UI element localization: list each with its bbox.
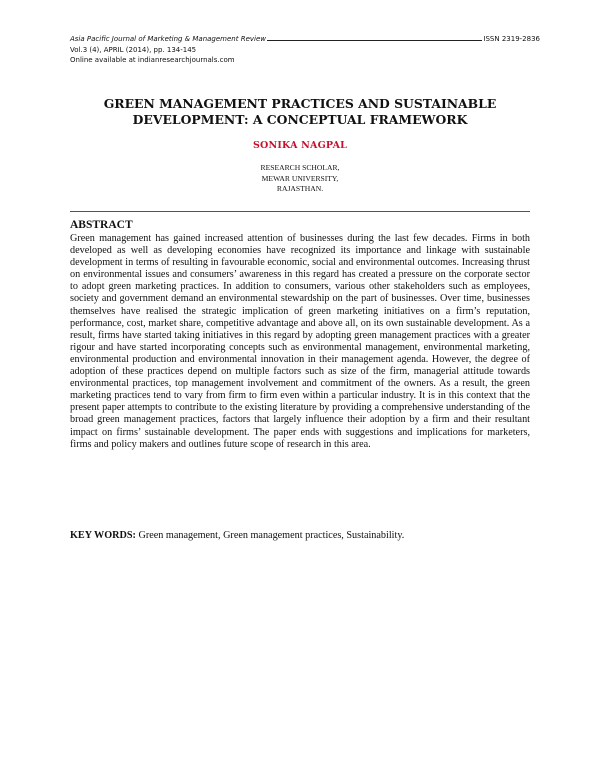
journal-header — [70, 34, 540, 66]
paper-title-line-2: DEVELOPMENT: A CONCEPTUAL FRAMEWORK — [132, 112, 468, 127]
keywords — [70, 530, 530, 542]
issn: ISSN 2319-2836 — [483, 35, 540, 43]
keywords-text: Green management, Green management practices, Sustainability. — [138, 530, 405, 541]
author-affiliation — [70, 163, 530, 195]
journal-header-line — [70, 34, 540, 45]
journal-name: Asia Pacific Journal of Marketing & Management Review — [70, 35, 266, 43]
paper-title-line-1: GREEN MANAGEMENT PRACTICES AND SUSTAINABLE — [103, 96, 497, 111]
online-availability: Online available at indianresearchjournals.com — [70, 56, 235, 64]
volume-info: Vol.3 (4), APRIL (2014), pp. 134-145 — [70, 45, 197, 54]
paper-title — [70, 96, 530, 128]
header-rule — [267, 34, 482, 41]
affiliation-line-1: RESEARCH SCHOLAR, — [260, 163, 340, 172]
affiliation-line-2: MEWAR UNIVERSITY, — [261, 173, 339, 183]
abstract-heading: ABSTRACT — [70, 219, 133, 231]
affiliation-line-3: RAJASTHAN. — [276, 184, 324, 193]
author-name: SONIKA NAGPAL — [252, 140, 348, 151]
section-divider — [70, 211, 530, 212]
keywords-label: KEY WORDS: — [70, 530, 136, 541]
abstract-text: Green management has gained increased attention of businesses during the last few decades. Firms in both developed as well as developing economies have recognized its importance and linkage with sustainable development in terms of resulting in favourable economic, social and environmental outcomes. Increasing thrust on environmental issues and consumers’ awareness in this regard has created a pressure on the corporate sector to adopt green marketing practices. In addition to consumers, various other stakeholders such as employees, society and government demand an environmental stewardship on the part of businesses. Over time, businesses themselves have realised the strategic implication of green marketing initiatives on a firm’s reputation, performance, cost, market share, competitive advantage and above all, on its own sustainable development. As a result, firms have started taking initiatives in this regard by adopting green management practices with a greater rigour and have started incorporating concepts such as environmental management, environmental marketing, environmental production and environmental innovation in their management agenda. However, the degree of adoption of these practices depend on multiple factors such as size of the firm, managerial attitude towards environmental practices, top management involvement and commitment of the owners. As a result, the green marketing practices tend to vary from firm to firm even within a particular industry. It is in this context that the present paper attempts to contribute to the existing literature by providing a comprehensive understanding of the broad green management practices, factors that largely influence their adoption by a firm and their resultant impact on firms’ sustainable development. The paper ends with suggestions and implications for marketers, firms and policy makers and outlines future scope of research in this area. — [70, 233, 530, 450]
